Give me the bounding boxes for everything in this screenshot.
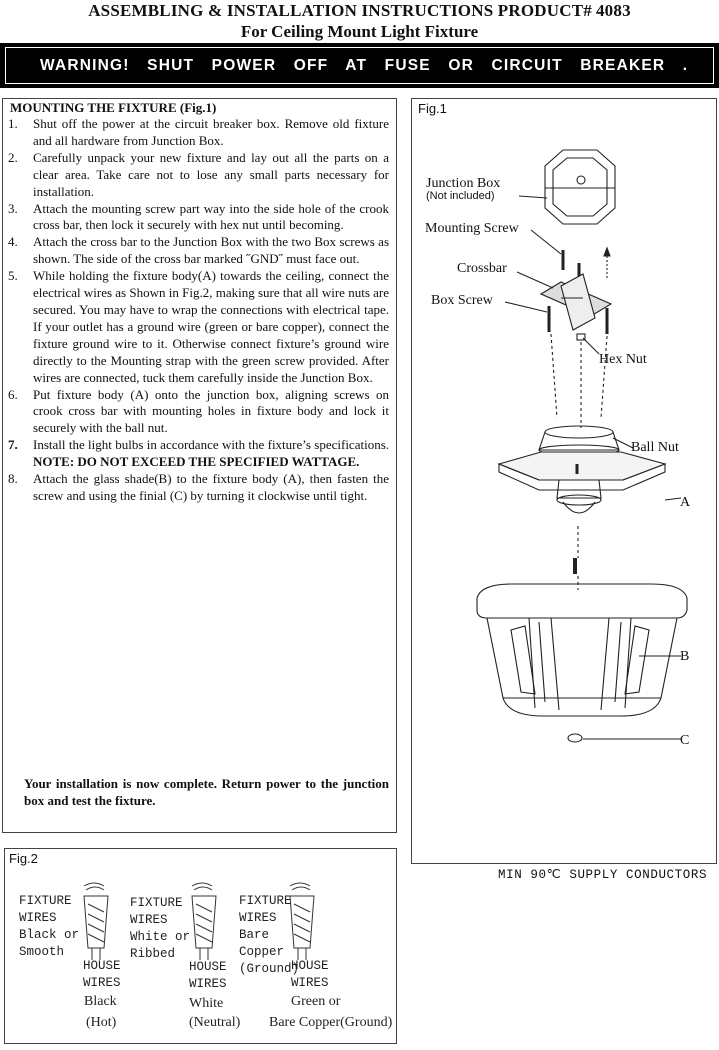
house-wire-color-white: White — [189, 996, 224, 1011]
figure-2-label: Fig.2 — [9, 851, 38, 866]
instruction-steps — [8, 116, 389, 505]
glass-shade-drawing — [477, 584, 690, 716]
part-a-label: A — [680, 495, 691, 510]
step-6: 6. Put fixture body (A) onto the junction box, aligning screws on crook cross bar with mounting holes in fixture body and lock it securely with the ball nut. — [8, 386, 389, 436]
not-included-label: (Not included) — [426, 190, 495, 202]
mounting-screw-drawing — [563, 248, 610, 278]
step-8: 8. Attach the glass shade(B) to the fixture body (A), then fasten the screw and using the finial (C) by turning it clockwise until tight. — [8, 471, 389, 503]
house-wires-ground: HOUSE WIRES — [291, 959, 329, 990]
box-screw-label: Box Screw — [431, 293, 493, 308]
crossbar-drawing — [541, 274, 611, 330]
house-wires-neutral: HOUSE WIRES — [189, 960, 227, 991]
document-subtitle: For Ceiling Mount Light Fixture — [240, 22, 479, 41]
document-title — [0, 1, 719, 21]
step-2: 2. Carefully unpack your new fixture and lay out all the parts on a clear area. Take care not to lose any small parts necessary for installation. — [8, 149, 389, 199]
junction-box-drawing — [545, 150, 615, 224]
house-wire-color-green: Green or — [291, 994, 341, 1009]
warning-bar — [5, 47, 714, 84]
finial-rod-drawing — [575, 526, 578, 590]
figure-1-label: Fig.1 — [418, 101, 447, 116]
wire-nut-1 — [84, 883, 108, 960]
fixture-exploded-diagram — [411, 98, 717, 864]
hex-nut-drawing — [577, 334, 585, 428]
ball-nut-label: Ball Nut — [631, 440, 679, 455]
instructions-heading: MOUNTING THE FIXTURE (Fig.1) — [10, 100, 217, 115]
ball-nut-drawing — [539, 426, 619, 455]
junction-box-label: Junction Box — [426, 176, 501, 191]
supply-conductors-note: MIN 90℃ SUPPLY CONDUCTORS — [498, 868, 708, 882]
wattage-note: NOTE: DO NOT EXCEED THE SPECIFIED WATTAGE. — [33, 454, 360, 470]
step-1: 1. Shut off the power at the circuit breaker box. Remove old fixture and all hardware from Junction Box. — [8, 116, 389, 148]
completion-note: Your installation is now complete. Return power to the junction box and test the fixture. — [24, 776, 389, 808]
mounting-screw-label: Mounting Screw — [425, 221, 519, 236]
part-b-label: B — [680, 649, 690, 664]
house-wires-hot: HOUSE WIRES — [83, 959, 121, 990]
wire-type-hot: (Hot) — [86, 1015, 117, 1030]
step-4: 4. Attach the cross bar to the Junction Box with the two Box screws as shown. The side of the cross bar marked ˝GND˝ must face out. — [8, 234, 389, 267]
fixture-body-drawing — [499, 452, 665, 513]
wire-type-ground: Bare Copper(Ground) — [269, 1015, 393, 1030]
fixture-wires-ground: FIXTURE WIRES Bare Copper (Ground) — [239, 894, 300, 976]
hex-nut-label: Hex Nut — [599, 352, 647, 367]
fixture-wires-neutral: FIXTURE WIRES White or Ribbed — [130, 896, 191, 961]
step-7: 7. Install the light bulbs in accordance with the fixture’s specifications. NOTE: DO NOT EXCEED THE SPECIFIED WATTAGE. — [8, 437, 389, 470]
wire-nut-2 — [192, 883, 216, 960]
step-3: 3. Attach the mounting screw part way into the side hole of the crook cross bar, then lock it securely with hex nut until becoming. — [8, 200, 389, 233]
part-c-label: C — [680, 733, 690, 748]
product-number: 4083 — [595, 1, 631, 20]
crossbar-label: Crossbar — [457, 261, 507, 276]
house-wire-color-black: Black — [84, 994, 117, 1009]
title-text: ASSEMBLING & INSTALLATION INSTRUCTIONS PRODUCT# — [88, 1, 592, 20]
warning-text: WARNING! SHUT POWER OFF AT FUSE OR CIRCUIT BREAKER . — [40, 56, 689, 74]
step-5: 5. While holding the fixture body(A) towards the ceiling, connect the electrical wires as Shown in Fig.2, making sure that all wire nuts are secured. You may have to wrap the connections with electrical tape. If your outlet has a ground wire (green or bare copper), connect the fixture ground wire to it. Otherwise connect fixture’s ground wire directly to the Mounting strap with the green screw provided. After wires are connected, tuck them carefully inside the Junction Box. — [8, 268, 389, 385]
fixture-wires-hot: FIXTURE WIRES Black or Smooth — [19, 894, 80, 959]
wire-type-neutral: (Neutral) — [189, 1015, 241, 1030]
finial-drawing — [568, 734, 582, 742]
